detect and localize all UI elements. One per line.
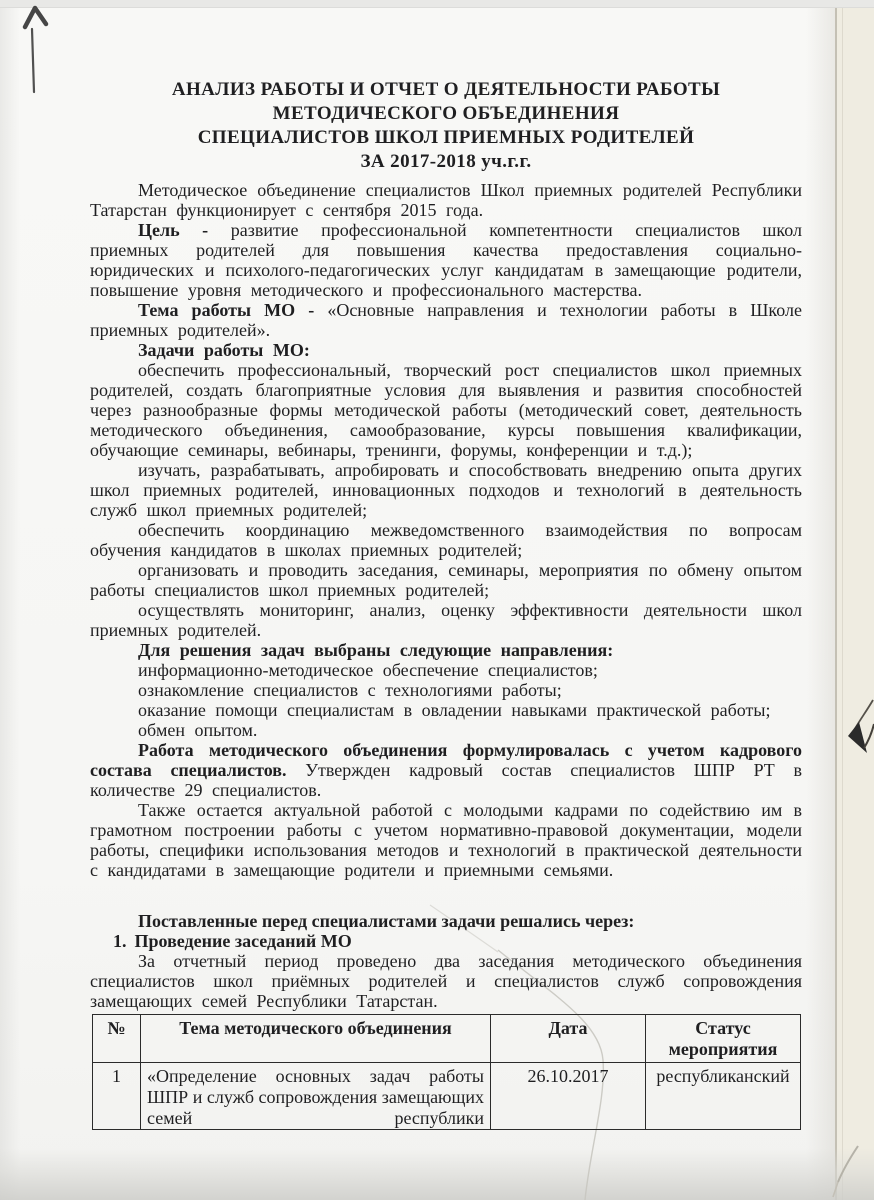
title-line-4: ЗА 2017-2018 уч.г.г. [360, 151, 532, 172]
paragraph-direction-4: обмен опытом. [138, 720, 258, 740]
document-body [90, 180, 802, 880]
scan-top-edge [0, 0, 874, 8]
paragraph-staff: Работа методического объединения формулировалась с учетом кадрового состава специалистов. Утвержден кадровый состав специалистов ШПР РТ в количестве 29 специалистов. [90, 740, 802, 800]
meetings-table [92, 1014, 801, 1130]
title-line-3: СПЕЦИАЛИСТОВ ШКОЛ ПРИЕМНЫХ РОДИТЕЛЕЙ [197, 127, 695, 148]
meetings-section [90, 911, 802, 1130]
paragraph-task-5: осуществлять мониторинг, анализ, оценку эффективности деятельности школ приемных родителей. [90, 600, 802, 640]
page-right-shadow [806, 0, 835, 1200]
list-item-title: Проведение заседаний МО [134, 931, 352, 951]
page-right-edge-secondary [842, 0, 843, 1200]
paragraph-goal: Цель - развитие профессиональной компетентности специалистов школ приемных родителей для повышения качества предоставления социально- юридических и психолого-педагогических услуг кандидатам в замещающие родители, повышение уровня методического и профессионального мастерства. [90, 220, 802, 300]
paragraph-task-2: изучать, разрабатывать, апробировать и способствовать внедрению опыта других школ приемных родителей, инновационных подходов и технологий в деятельность служб школ приемных родителей; [90, 460, 802, 520]
cell-status: республиканский [646, 1063, 801, 1130]
list-item-number: 1. [113, 931, 127, 951]
title-line-1: АНАЛИЗ РАБОТЫ И ОТЧЕТ О ДЕЯТЕЛЬНОСТИ РАБОТЫ [171, 79, 721, 100]
paragraph-task-4: организовать и проводить заседания, семинары, мероприятия по обмену опытом работы специалистов школ приемных родителей; [90, 560, 802, 600]
paragraph-directions-heading: Для решения задач выбраны следующие направления: [138, 640, 614, 660]
column-header-status: Статус мероприятия [646, 1015, 801, 1063]
paragraph-young-staff: Также остается актуальной работой с молодыми кадрами по содействию им в грамотном построении работы с учетом нормативно-правовой документации, модели работы, специфики использования методов и технологий в практической деятельности с кандидатами в замещающие родители и приемными семьями. [90, 800, 802, 880]
document-title [90, 78, 802, 174]
paragraph-direction-2: ознакомление специалистов с технологиями работы; [138, 680, 562, 700]
paragraph-task-1: обеспечить профессиональный, творческий рост специалистов школ приемных родителей, создать благоприятные условия для выявления и развития способностей через разнообразные формы методической работы (методический совет, деятельность методического объединения, самообразование, курсы повышения квалификации, обучающие семинары, вебинары, тренинги, форумы, конференции и т.д.); [90, 360, 802, 460]
page-left-shadow [0, 0, 20, 1200]
table-header-row [93, 1015, 801, 1063]
section-intro: За отчетный период проведено два заседания методического объединения специалистов школ приёмных родителей и специалистов служб сопровождения замещающих семей Республики Татарстан. [90, 951, 802, 1011]
column-header-number: № [93, 1015, 141, 1063]
column-header-topic: Тема методического объединения [141, 1015, 491, 1063]
scan-bottom-shadow [0, 1148, 874, 1200]
cell-row-number: 1 [93, 1063, 141, 1130]
cell-topic: «Определение основных задач работы ШПР и служб сопровождения замещающих семей республики [141, 1063, 491, 1130]
list-item-1 [113, 931, 802, 951]
paragraph-direction-3: оказание помощи специалистам в овладении навыками практической работы; [138, 700, 771, 720]
paragraph-intro: Методическое объединение специалистов Школ приемных родителей Республики Татарстан функционирует с сентября 2015 года. [90, 180, 802, 220]
paragraph-tasks-heading: Задачи работы МО: [138, 340, 310, 360]
pen-mark-top-left [25, 8, 46, 92]
title-line-2: МЕТОДИЧЕСКОГО ОБЪЕДИНЕНИЯ [272, 103, 620, 124]
section-heading: Поставленные перед специалистами задачи решались через: [138, 911, 635, 931]
column-header-date: Дата [491, 1015, 646, 1063]
paragraph-task-3: обеспечить координацию межведомственного взаимодействия по вопросам обучения кандидатов в школах приемных родителей; [90, 520, 802, 560]
page-right-edge [835, 0, 837, 1200]
paragraph-direction-1: информационно-методическое обеспечение специалистов; [138, 660, 598, 680]
paragraph-theme: Тема работы МО - «Основные направления и технологии работы в Школе приемных родителей». [90, 300, 802, 340]
table-row [93, 1063, 801, 1130]
cell-date: 26.10.2017 [491, 1063, 646, 1130]
